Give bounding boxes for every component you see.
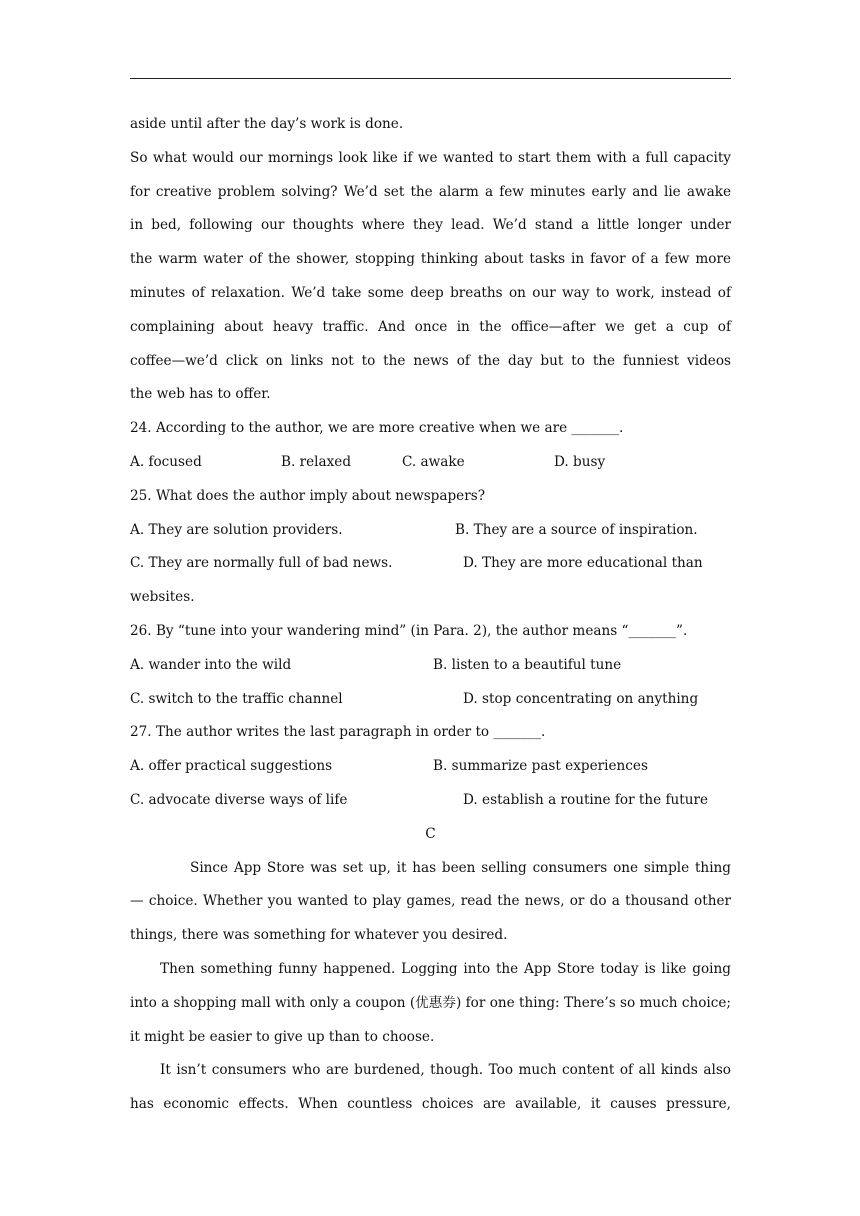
option-25-d-continuation: websites. — [130, 589, 195, 606]
passage-line: it might be easier to give up than to choose. — [130, 1028, 435, 1045]
passage-line: aside until after the day’s work is done. — [130, 116, 404, 132]
option-27-d: D. establish a routine for the future — [463, 791, 709, 808]
section-heading: C — [425, 825, 436, 842]
option-26-d: D. stop concentrating on anything — [463, 690, 699, 707]
question-stem-25: 25. What does the author imply about newspapers? — [130, 487, 485, 504]
question-26-options-row2 — [130, 683, 731, 717]
passage-line: in bed, following our thoughts where they lead. We’d stand a little longer under — [130, 217, 731, 234]
option-26-a: A. wander into the wild — [130, 656, 292, 673]
passage-line: for creative problem solving? We’d set the alarm a few minutes early and lie awake — [130, 183, 731, 200]
option-27-b: B. summarize past experiences — [433, 758, 648, 775]
passage-line: has economic effects. When countless choices are available, it causes pressure, — [130, 1096, 731, 1113]
question-27-options-row2 — [130, 784, 731, 818]
option-24-d: D. busy — [554, 453, 606, 470]
header-rule — [130, 78, 731, 79]
passage-line: — choice. Whether you wanted to play games, read the news, or do a thousand other — [130, 893, 731, 910]
question-24-options — [130, 446, 731, 480]
question-25-options-row1 — [130, 514, 731, 548]
passage-line: So what would our mornings look like if we wanted to start them with a full capacity — [130, 149, 731, 166]
question-stem-24: 24. According to the author, we are more creative when we are _______. — [130, 420, 624, 437]
option-25-a: A. They are solution providers. — [130, 521, 343, 538]
passage-line: coffee—we’d click on links not to the news of the day but to the funniest videos — [130, 352, 731, 369]
page-content — [130, 108, 731, 1122]
option-27-c: C. advocate diverse ways of life — [130, 791, 348, 808]
passage-line: minutes of relaxation. We’d take some deep breaths on our way to work, instead of — [130, 284, 731, 301]
question-26-options-row1 — [130, 649, 731, 683]
option-24-a: A. focused — [130, 453, 202, 470]
option-25-d: D. They are more educational than — [463, 555, 703, 572]
passage-line: Then something funny happened. Logging into the App Store today is like going — [160, 960, 731, 977]
option-24-c: C. awake — [402, 453, 465, 470]
option-25-c: C. They are normally full of bad news. — [130, 555, 393, 572]
question-25-options-row2 — [130, 547, 731, 581]
passage-line: It isn’t consumers who are burdened, though. Too much content of all kinds also — [160, 1062, 731, 1079]
passage-line: Since App Store was set up, it has been selling consumers one simple thing — [190, 859, 731, 876]
option-24-b: B. relaxed — [281, 453, 352, 470]
option-25-b: B. They are a source of inspiration. — [455, 521, 698, 538]
option-26-b: B. listen to a beautiful tune — [433, 656, 622, 673]
passage-line: the warm water of the shower, stopping thinking about tasks in favor of a few more — [130, 251, 731, 268]
passage-line: the web has to offer. — [130, 386, 271, 403]
question-27-options-row1 — [130, 750, 731, 784]
passage-line: things, there was something for whatever you desired. — [130, 927, 508, 944]
question-stem-26: 26. By “tune into your wandering mind” (in Para. 2), the author means “_______”. — [130, 622, 688, 639]
question-stem-27: 27. The author writes the last paragraph in order to _______. — [130, 724, 546, 741]
option-27-a: A. offer practical suggestions — [130, 758, 333, 775]
passage-line: complaining about heavy traffic. And once in the office—after we get a cup of — [130, 318, 731, 335]
passage-line: into a shopping mall with only a coupon (优惠券) for one thing: There’s so much choice; — [130, 994, 731, 1011]
option-26-c: C. switch to the traffic channel — [130, 690, 343, 707]
